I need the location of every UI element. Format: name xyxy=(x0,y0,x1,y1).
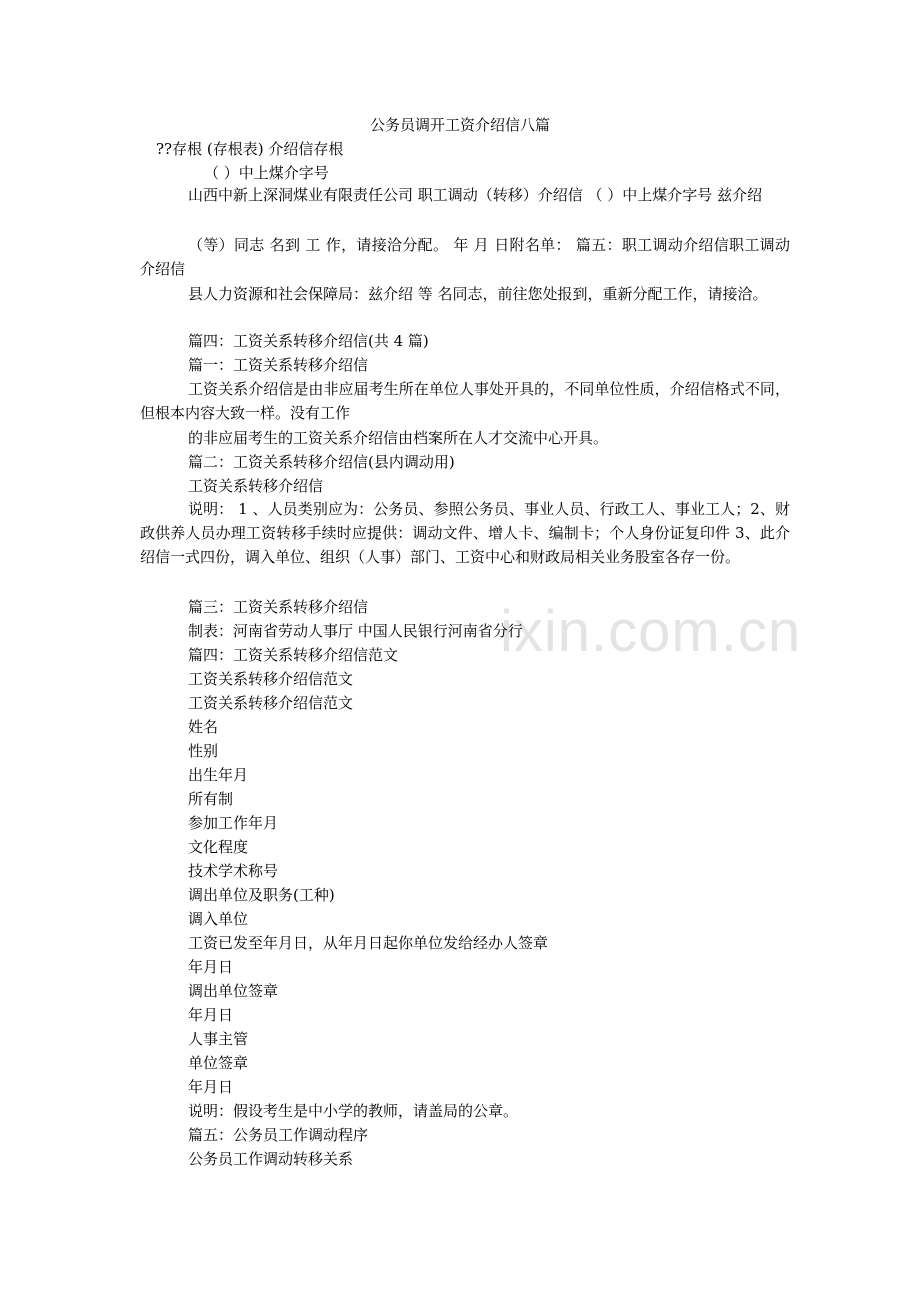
section-heading: 篇三：工资关系转移介绍信 xyxy=(188,598,369,616)
note-line: 说明：假设考生是中小学的教师，请盖局的公章。 xyxy=(188,1102,519,1120)
paragraph-hr-bureau: 县人力资源和社会保障局：兹介绍 等 名同志，前往您处报到，重新分配工作，请接洽。 xyxy=(188,285,768,303)
paragraph-wage-letter-intro: 工资关系介绍信是由非应届考生所在单位人事处开具的，不同单位性质，介绍信格式不同，但根本内容大致一样。没有工作 xyxy=(140,380,790,422)
section-heading: 篇一：工资关系转移介绍信 xyxy=(188,356,369,374)
form-field-label: 姓名 xyxy=(188,718,219,736)
form-field-label: 工资已发至年月日，从年月日起你单位发给经办人签章 xyxy=(188,934,549,952)
section-heading: 篇四：工资关系转移介绍信(共 4 篇) xyxy=(188,332,429,350)
form-field-label: 出生年月 xyxy=(188,766,249,784)
text-line: 的非应届考生的工资关系介绍信由档案所在人才交流中心开具。 xyxy=(188,429,609,447)
form-field-label: 所有制 xyxy=(188,790,234,808)
section-heading: 篇五：公务员工作调动程序 xyxy=(188,1126,369,1144)
text-line: 工资关系转移介绍信范文 xyxy=(188,694,354,712)
form-field-label: 调出单位及职务(工种) xyxy=(188,886,335,904)
form-field-label: 性别 xyxy=(188,742,219,760)
text-line: 公务员工作调动转移关系 xyxy=(188,1150,354,1168)
letter-number-line: （ ）中上煤介字号 xyxy=(204,164,329,182)
form-field-label: 技术学术称号 xyxy=(188,862,279,880)
paragraph-instructions: 说明： 1 、人员类别应为：公务员、参照公务员、事业人员、行政工人、事业工人；2、财政供养人员办理工资转移手续时应提供：调动文件、增人卡、编制卡；个人身份证复印件 3、此介绍信一式四份，调入单位、组织（人事）部门、工资中心和财政局相关业务股室各存一份。 xyxy=(140,500,790,566)
paragraph-comrade-assignment: （等）同志 名到 工 作，请接洽分配。 年 月 日附名单： 篇五：职工调动介绍信职工调动介绍信 xyxy=(140,236,790,278)
form-field-label: 文化程度 xyxy=(188,838,249,856)
form-field-label: 参加工作年月 xyxy=(188,814,279,832)
date-line: 年月日 xyxy=(188,1006,234,1024)
text-line: 制表：河南省劳动人事厅 中国人民银行河南省分行 xyxy=(188,622,523,640)
section-heading: 篇二：工资关系转移介绍信(县内调动用) xyxy=(188,453,455,471)
date-line: 年月日 xyxy=(188,1078,234,1096)
date-line: 年月日 xyxy=(188,958,234,976)
form-field-label: 调入单位 xyxy=(188,910,249,928)
signature-label: 人事主管 xyxy=(188,1030,249,1048)
watermark-text: ixin.com.cn xyxy=(500,599,802,664)
section-heading: 篇四：工资关系转移介绍信范文 xyxy=(188,646,399,664)
signature-label: 单位签章 xyxy=(188,1054,249,1072)
paragraph-company-letter: 山西中新上深洞煤业有限责任公司 职工调动（转移）介绍信 （ ）中上煤介字号 兹介绍 xyxy=(188,186,763,204)
text-line: 工资关系转移介绍信 xyxy=(188,477,324,495)
text-line: 工资关系转移介绍信范文 xyxy=(188,670,354,688)
stub-heading: ??存根 (存根表) 介绍信存根 xyxy=(156,140,344,158)
document-title: 公务员调开工资介绍信八篇 xyxy=(369,116,550,134)
signature-label: 调出单位签章 xyxy=(188,982,279,1000)
